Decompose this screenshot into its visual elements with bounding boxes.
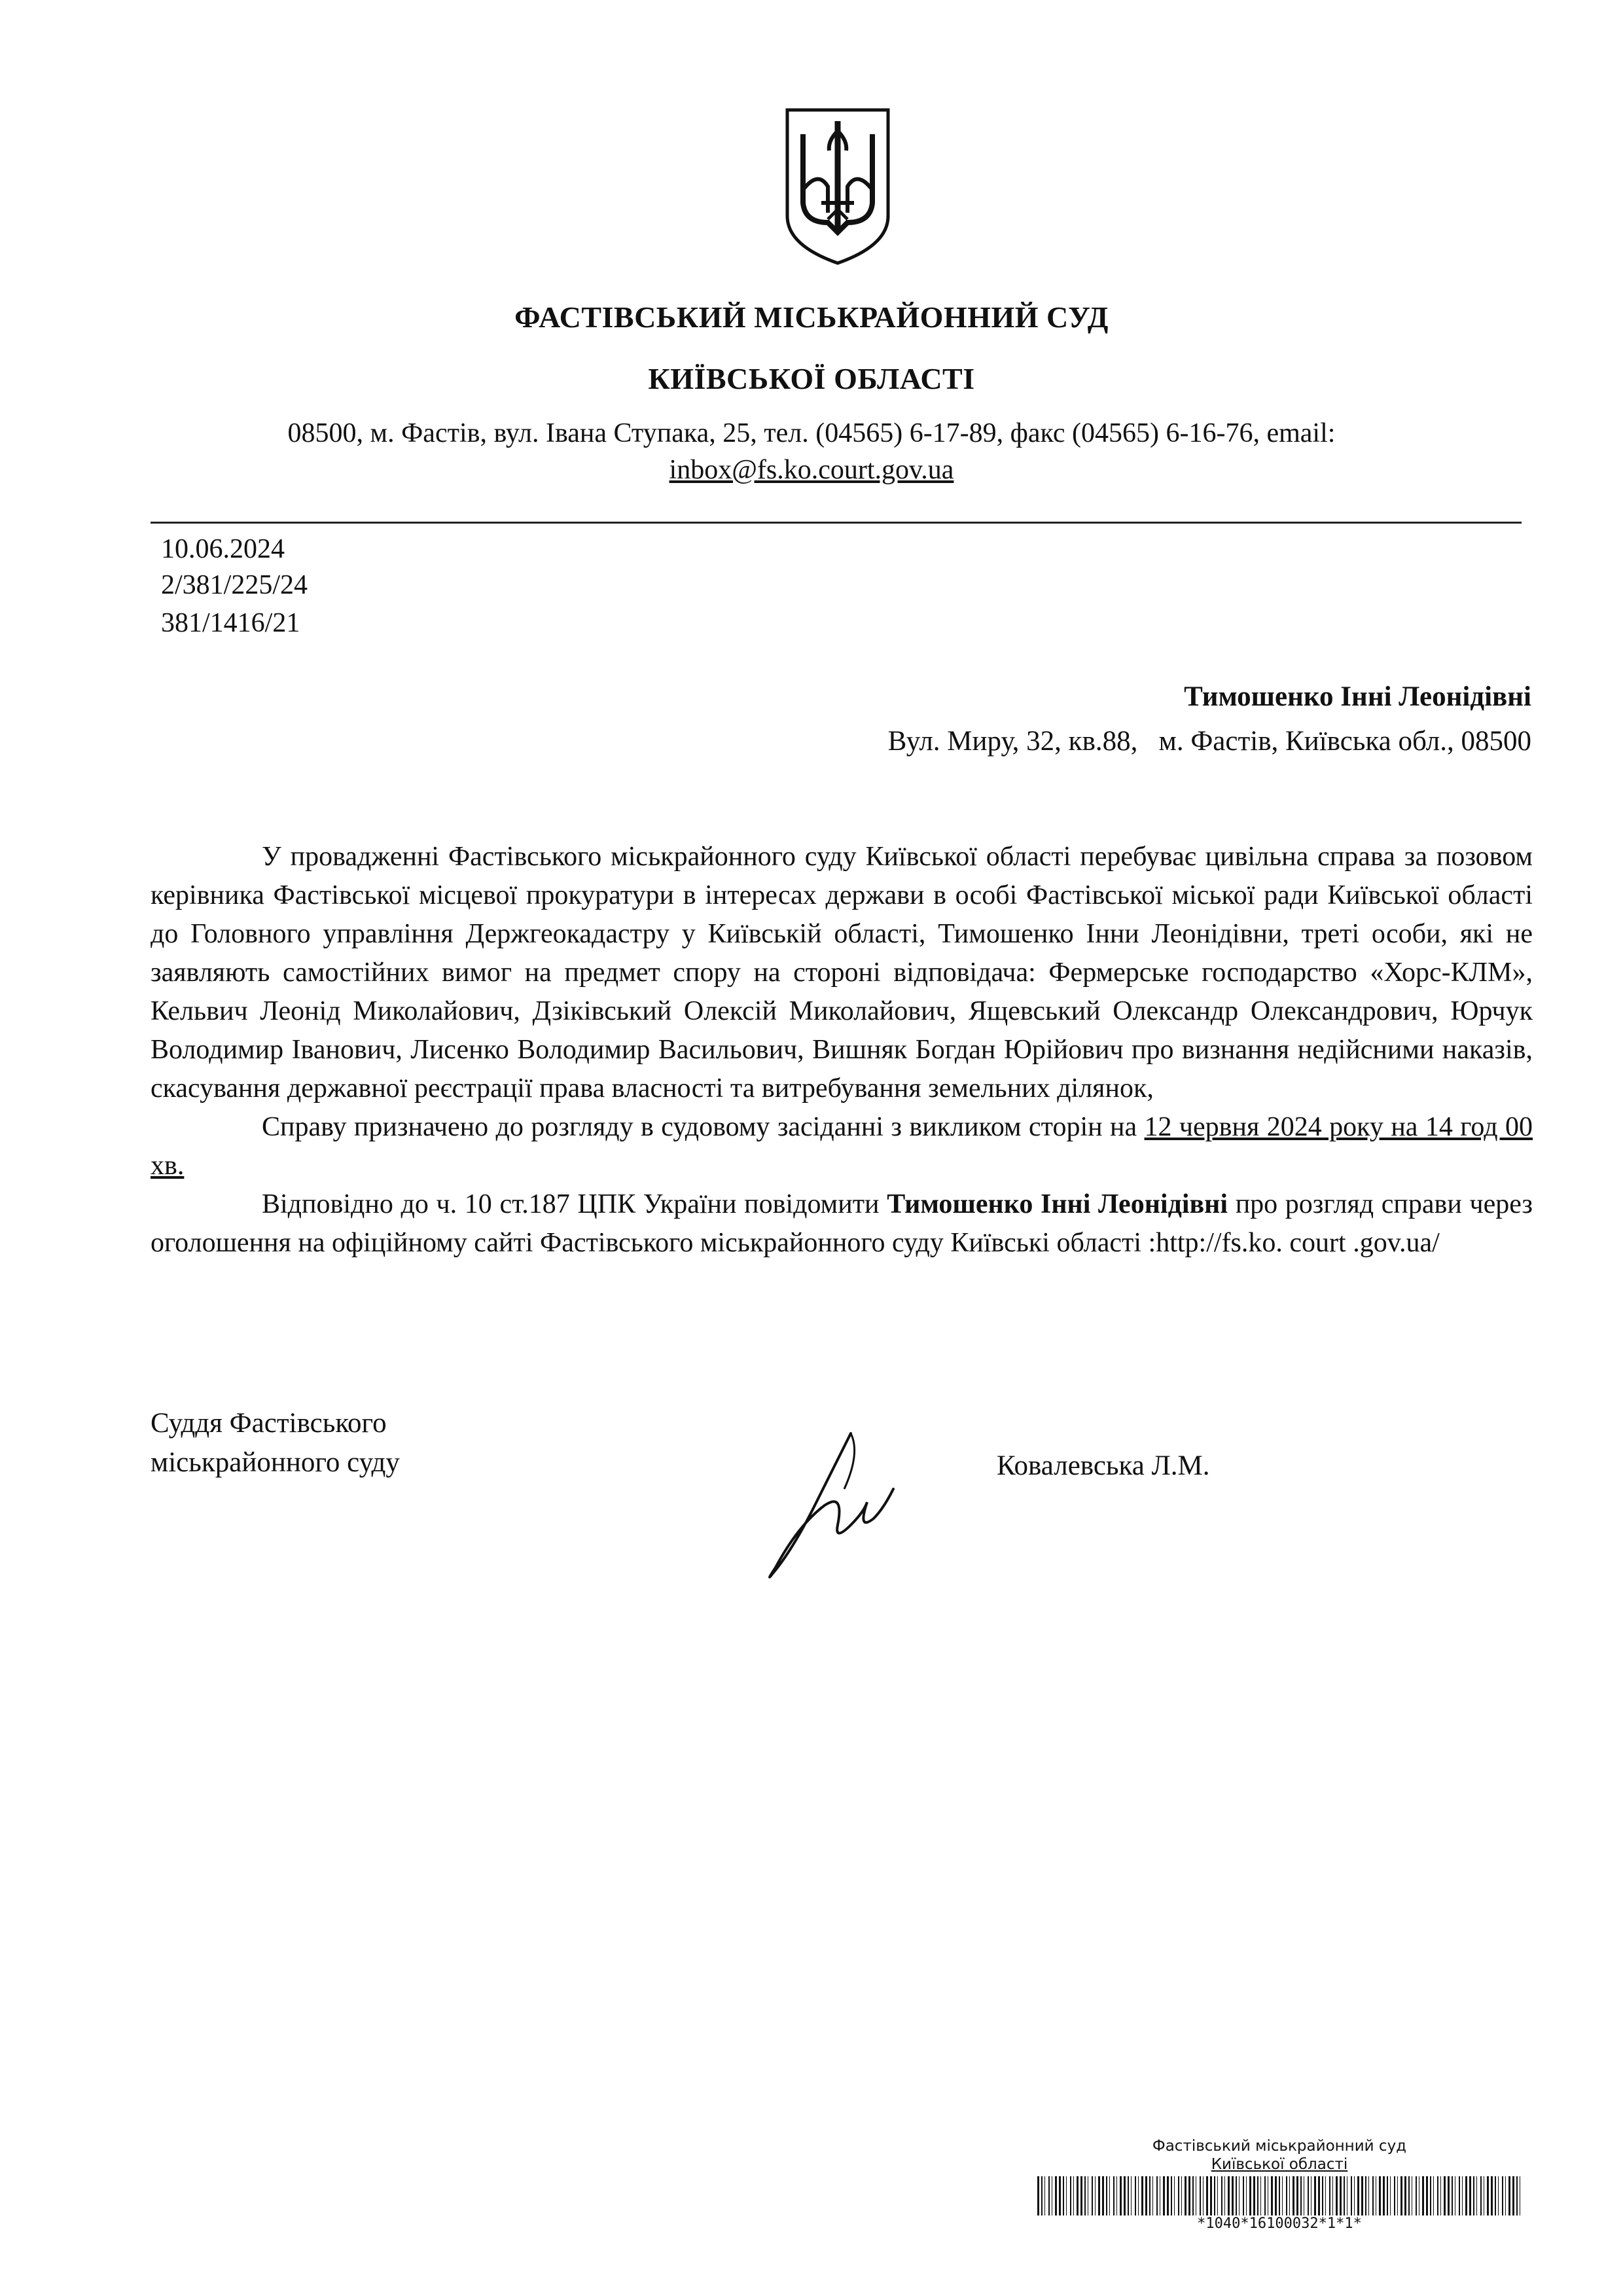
court-name-line2: КИЇВСЬКОЇ ОБЛАСТІ [648,362,975,395]
judge-name: Ковалевська Л.М. [997,1450,1210,1481]
trident-coat-of-arms-icon [782,105,893,268]
stamp-court-name: Фастівський міськрайонний суд [1152,2138,1407,2155]
barcode-number: *1040*16100032*1*1* [1197,2215,1362,2232]
court-address: 08500, м. Фастів, вул. Івана Ступака, 25, тел. (04565) 6-17-89, факс (04565) 6-16-76, email: [287,418,1336,448]
outgoing-number: 2/381/225/24 [161,570,308,600]
court-email-link[interactable]: inbox@fs.ko.court.gov.ua [669,455,954,485]
body-paragraph-2 [151,1108,1533,1185]
stamp-region: Київської області [1211,2156,1348,2173]
case-number: 381/1416/21 [161,608,300,638]
judge-title-line1: Суддя Фастівського [151,1408,387,1439]
body-paragraph-3 [151,1185,1533,1263]
header-divider [151,522,1522,524]
judge-title-line2: міськрайонного суду [151,1447,400,1478]
letter-body [151,838,1533,1263]
registration-stamp [1037,2137,1522,2232]
handwritten-signature [753,1427,903,1584]
court-name-line1: ФАСТІВСЬКИЙ МІСЬКРАЙОННИЙ СУД [514,300,1109,334]
letter-date: 10.06.2024 [161,534,285,564]
hearing-date: 12 червня 2024 року на 14 год 00 хв. [151,1112,1533,1181]
notice-addressee: Тимошенко Інні Леонідівні [887,1189,1228,1219]
court-email-line [0,454,1623,486]
body-paragraph-1: У провадженні Фастівського міськрайонного суду Київської області перебуває цивільна справа за позовом керівника Фастівської місцевої прокуратури в інтересах держави в особі Фастівської міської ради Київської області до Головного управління Держгеокадастру у Київській області, Тимошенко Інни Леонідівни, треті особи, які не заявляють самостійних вимог на предмет спору на стороні відповідача: Фермерське господарство «Хорс-КЛМ», Кельвич Леонід Миколайович, Дзіківський Олексій Миколайович, Ящевський Олександр Олександрович, Юрчук Володимир Іванович, Лисенко Володимир Васильович, Вишняк Богдан Юрійович про визнання недійсними наказів, скасування державної реєстрації права власності та витребування земельних ділянок, [151,842,1533,1103]
addressee-address: Вул. Миру, 32, кв.88, м. Фастів, Київська обл., 08500 [887,726,1531,757]
notice-lead: Відповідно до ч. 10 ст.187 ЦПК України повідомити [262,1189,887,1219]
hearing-lead: Справу призначено до розгляду в судовому засіданні з викликом сторін на [262,1112,1145,1142]
addressee-name: Тимошенко Інні Леонідівні [1184,681,1531,712]
barcode [1037,2176,1522,2215]
notice-tail: про розгляд справи через оголошення на офіційному сайті Фастівського міськрайонного суду Київські області :http://fs.ko. court .gov.ua/ [151,1189,1533,1258]
